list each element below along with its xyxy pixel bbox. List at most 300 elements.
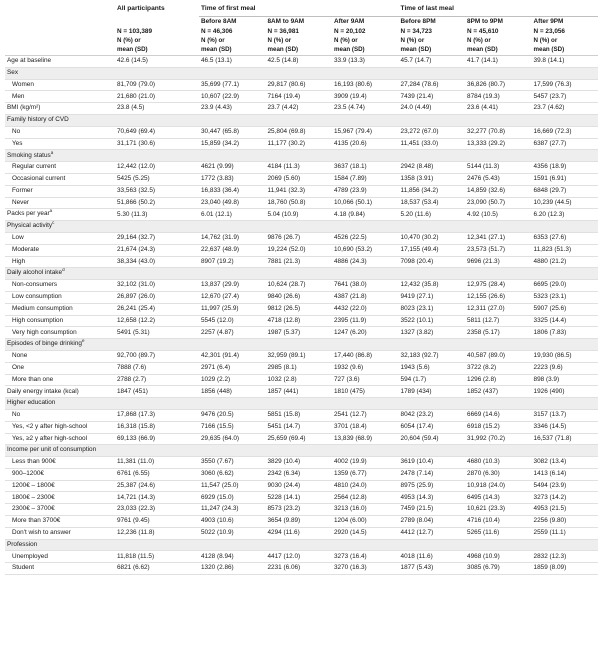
value-cell — [532, 114, 599, 126]
header-time-of-first-meal: Time of first meal — [199, 3, 399, 17]
value-cell: 32,102 (31.0) — [115, 280, 199, 292]
value-cell: 5265 (11.6) — [465, 527, 532, 539]
value-cell: 27,284 (78.6) — [399, 79, 466, 91]
value-cell — [532, 221, 599, 233]
value-cell: 2256 (9.80) — [532, 516, 599, 528]
value-cell — [465, 268, 532, 280]
value-cell: 23.9 (4.43) — [199, 103, 266, 115]
value-cell — [399, 150, 466, 162]
value-cell: 30,447 (65.8) — [199, 126, 266, 138]
value-cell: 6495 (14.3) — [465, 492, 532, 504]
value-cell: 3085 (6.79) — [465, 563, 532, 575]
row-label — [5, 350, 115, 362]
value-cell: 7166 (15.5) — [199, 421, 266, 433]
value-cell — [115, 150, 199, 162]
row-label-text: BMI (kg/m²) — [7, 104, 41, 112]
value-cell — [465, 150, 532, 162]
row-label-text: Smoking status — [7, 151, 51, 159]
value-cell: 1772 (3.83) — [199, 173, 266, 185]
table-row — [5, 409, 598, 421]
row-label — [5, 468, 115, 480]
value-cell: 25,387 (24.6) — [115, 480, 199, 492]
value-cell: 32,277 (70.8) — [465, 126, 532, 138]
table-row — [5, 280, 598, 292]
value-cell: 16,833 (36.4) — [199, 185, 266, 197]
value-cell: 7888 (7.6) — [115, 362, 199, 374]
value-cell: 5907 (25.6) — [532, 303, 599, 315]
stat-label-line1: N (%) or — [334, 37, 358, 45]
row-label-text: Don't wish to answer — [12, 529, 71, 537]
value-cell: 11,823 (51.3) — [532, 244, 599, 256]
value-cell: 3522 (10.1) — [399, 315, 466, 327]
value-cell: 7164 (19.4) — [266, 91, 333, 103]
value-cell: 9419 (27.1) — [399, 291, 466, 303]
value-cell: 11,941 (32.3) — [266, 185, 333, 197]
subhead-after-9pm: After 9PM — [533, 17, 564, 25]
row-label — [5, 362, 115, 374]
row-label-text: More than one — [12, 375, 54, 383]
table-row — [5, 197, 598, 209]
row-label — [5, 79, 115, 91]
section-label — [5, 398, 115, 410]
n-label-after-9am: N = 20,102 — [334, 27, 366, 35]
row-label-text: No — [12, 411, 21, 419]
value-cell: 1932 (9.6) — [332, 362, 399, 374]
value-cell — [465, 67, 532, 79]
row-label-text: Physical activity — [7, 222, 53, 230]
value-cell — [465, 114, 532, 126]
section-label — [5, 150, 115, 162]
section-header-row — [5, 268, 598, 280]
value-cell: 4412 (12.7) — [399, 527, 466, 539]
value-cell — [115, 539, 199, 551]
row-label — [5, 209, 115, 221]
value-cell: 727 (3.6) — [332, 374, 399, 386]
value-cell: 23.6 (4.41) — [465, 103, 532, 115]
value-cell: 1413 (6.14) — [532, 468, 599, 480]
subhead-after-9am: After 9AM — [334, 17, 365, 25]
value-cell — [199, 268, 266, 280]
stat-label-line1: N (%) or — [267, 37, 292, 45]
value-cell: 29,817 (80.6) — [266, 79, 333, 91]
value-cell — [332, 539, 399, 551]
stat-label-line2: mean (SD) — [465, 46, 532, 56]
value-cell: 5851 (15.8) — [266, 409, 333, 421]
value-cell — [332, 114, 399, 126]
table-row — [5, 256, 598, 268]
value-cell: 7641 (38.0) — [332, 280, 399, 292]
stat-label-line1: N (%) or — [117, 37, 141, 45]
row-label-text: High consumption — [12, 316, 64, 324]
table-row — [5, 374, 598, 386]
value-cell — [532, 150, 599, 162]
value-cell: 6821 (6.62) — [115, 563, 199, 575]
row-label — [5, 457, 115, 469]
row-label — [5, 56, 115, 68]
value-cell: 898 (3.9) — [532, 374, 599, 386]
row-label-text: Unemployed — [12, 552, 48, 560]
value-cell: 92,700 (89.7) — [115, 350, 199, 362]
value-cell — [266, 268, 333, 280]
section-label — [5, 445, 115, 457]
n-label-before-8am: N = 46,306 — [201, 27, 233, 35]
value-cell: 5144 (11.3) — [465, 162, 532, 174]
value-cell — [399, 221, 466, 233]
value-cell: 33.9 (13.3) — [332, 56, 399, 68]
value-cell — [532, 268, 599, 280]
value-cell — [399, 339, 466, 351]
value-cell: 26,897 (26.0) — [115, 291, 199, 303]
value-cell: 1584 (7.89) — [332, 173, 399, 185]
value-cell: 15,967 (79.4) — [332, 126, 399, 138]
table-row — [5, 291, 598, 303]
value-cell — [332, 221, 399, 233]
value-cell: 14,859 (32.6) — [465, 185, 532, 197]
value-cell: 1852 (437) — [465, 386, 532, 398]
value-cell: 38,334 (43.0) — [115, 256, 199, 268]
table-body — [5, 56, 598, 575]
value-cell: 10,918 (24.0) — [465, 480, 532, 492]
corner-cell — [5, 3, 115, 17]
value-cell: 1320 (2.86) — [199, 563, 266, 575]
row-label — [5, 185, 115, 197]
value-cell: 4903 (10.6) — [199, 516, 266, 528]
row-label — [5, 280, 115, 292]
value-cell: 19,224 (52.0) — [266, 244, 333, 256]
value-cell: 7881 (21.3) — [266, 256, 333, 268]
row-label — [5, 162, 115, 174]
value-cell — [399, 114, 466, 126]
value-cell: 18,760 (50.8) — [266, 197, 333, 209]
row-label-text: Family history of CVD — [7, 116, 69, 124]
table-row — [5, 303, 598, 315]
row-label-text: Low consumption — [12, 293, 62, 301]
value-cell: 19,930 (86.5) — [532, 350, 599, 362]
section-label — [5, 539, 115, 551]
value-cell: 12,670 (27.4) — [199, 291, 266, 303]
subhead-before-8pm: Before 8PM — [400, 17, 436, 25]
value-cell: 1859 (8.09) — [532, 563, 599, 575]
row-label-text: Very high consumption — [12, 328, 77, 336]
value-cell — [266, 150, 333, 162]
value-cell: 1327 (3.82) — [399, 327, 466, 339]
value-cell: 9812 (26.5) — [266, 303, 333, 315]
row-label-text: Sex — [7, 68, 19, 76]
value-cell: 1806 (7.83) — [532, 327, 599, 339]
value-cell: 81,709 (79.0) — [115, 79, 199, 91]
value-cell: 23.7 (4.62) — [532, 103, 599, 115]
value-cell: 8573 (23.2) — [266, 504, 333, 516]
value-cell: 11,381 (11.0) — [115, 457, 199, 469]
row-label-text: Yes, ≥2 y after high-school — [12, 434, 88, 442]
row-label-text: High — [12, 257, 26, 265]
value-cell: 40,587 (89.0) — [465, 350, 532, 362]
value-cell: 14,721 (14.3) — [115, 492, 199, 504]
value-cell: 1810 (475) — [332, 386, 399, 398]
row-label-text: 2300€ – 3700€ — [12, 505, 55, 513]
value-cell: 2395 (11.9) — [332, 315, 399, 327]
value-cell: 12,236 (11.8) — [115, 527, 199, 539]
value-cell: 7439 (21.4) — [399, 91, 466, 103]
row-label-text: None — [12, 352, 28, 360]
value-cell: 5491 (5.31) — [115, 327, 199, 339]
table-row — [5, 563, 598, 575]
row-label-text: Income per unit of consumption — [7, 446, 97, 454]
value-cell — [266, 114, 333, 126]
value-cell: 13,839 (68.9) — [332, 433, 399, 445]
value-cell: 4184 (11.3) — [266, 162, 333, 174]
value-cell: 1847 (451) — [115, 386, 199, 398]
stat-label-line2: mean (SD) — [115, 46, 199, 56]
value-cell: 17,868 (17.3) — [115, 409, 199, 421]
value-cell — [399, 67, 466, 79]
value-cell: 9876 (26.7) — [266, 232, 333, 244]
value-cell: 23,090 (50.7) — [465, 197, 532, 209]
value-cell — [266, 339, 333, 351]
table-row — [5, 516, 598, 528]
row-label — [5, 327, 115, 339]
row-label — [5, 563, 115, 575]
value-cell: 17,440 (86.8) — [332, 350, 399, 362]
row-label-text: Episodes of binge drinking — [7, 340, 82, 348]
value-cell — [332, 150, 399, 162]
row-label-text: Non-consumers — [12, 281, 58, 289]
value-cell — [266, 539, 333, 551]
table-row — [5, 79, 598, 91]
row-label-text: 1200€ – 1800€ — [12, 481, 55, 489]
value-cell: 6.20 (12.3) — [532, 209, 599, 221]
stat-label-line2: mean (SD) — [332, 46, 399, 56]
row-label-text: More than 3700€ — [12, 517, 61, 525]
value-cell: 23,040 (49.8) — [199, 197, 266, 209]
value-cell: 21,680 (21.0) — [115, 91, 199, 103]
value-cell: 25,804 (69.8) — [266, 126, 333, 138]
table-row — [5, 433, 598, 445]
value-cell — [532, 67, 599, 79]
value-cell — [332, 445, 399, 457]
table-row — [5, 386, 598, 398]
value-cell: 2231 (6.06) — [266, 563, 333, 575]
value-cell: 2942 (8.48) — [399, 162, 466, 174]
value-cell — [465, 221, 532, 233]
row-label — [5, 421, 115, 433]
value-cell: 29,164 (32.7) — [115, 232, 199, 244]
value-cell — [199, 398, 266, 410]
value-cell: 16,537 (71.8) — [532, 433, 599, 445]
row-label-text: 900–1200€ — [12, 470, 44, 478]
row-label-text: Yes — [12, 139, 23, 147]
section-header-row — [5, 398, 598, 410]
value-cell: 26,241 (25.4) — [115, 303, 199, 315]
value-cell: 10,607 (22.9) — [199, 91, 266, 103]
value-cell — [199, 67, 266, 79]
value-cell: 2564 (12.8) — [332, 492, 399, 504]
value-cell: 46.5 (13.1) — [199, 56, 266, 68]
section-header-row — [5, 150, 598, 162]
row-label-text: Men — [12, 92, 25, 100]
table-row — [5, 138, 598, 150]
value-cell: 1247 (6.20) — [332, 327, 399, 339]
row-label-text: Packs per year — [7, 210, 50, 218]
value-cell: 3829 (10.4) — [266, 457, 333, 469]
subhead-before-8am: Before 8AM — [201, 17, 237, 25]
value-cell: 8042 (23.2) — [399, 409, 466, 421]
value-cell: 4526 (22.5) — [332, 232, 399, 244]
value-cell: 16,318 (15.8) — [115, 421, 199, 433]
value-cell: 2223 (9.6) — [532, 362, 599, 374]
row-label — [5, 315, 115, 327]
row-label — [5, 232, 115, 244]
row-label — [5, 386, 115, 398]
value-cell: 23.7 (4.42) — [266, 103, 333, 115]
value-cell: 13,837 (29.9) — [199, 280, 266, 292]
value-cell: 1857 (441) — [266, 386, 333, 398]
value-cell: 4886 (24.3) — [332, 256, 399, 268]
table-row — [5, 527, 598, 539]
subhead-cell — [115, 17, 199, 28]
value-cell: 23,033 (22.3) — [115, 504, 199, 516]
value-cell: 5425 (5.25) — [115, 173, 199, 185]
value-cell: 5457 (23.7) — [532, 91, 599, 103]
value-cell: 2069 (5.60) — [266, 173, 333, 185]
n-label-all: N = 103,389 — [117, 27, 152, 35]
value-cell — [115, 221, 199, 233]
value-cell — [532, 398, 599, 410]
stat-label-line1: N (%) or — [533, 37, 558, 45]
value-cell: 3273 (14.2) — [532, 492, 599, 504]
value-cell: 4810 (24.0) — [332, 480, 399, 492]
value-cell: 4953 (14.3) — [399, 492, 466, 504]
value-cell: 32,959 (89.1) — [266, 350, 333, 362]
value-cell: 36,826 (80.7) — [465, 79, 532, 91]
value-cell: 16,669 (72.3) — [532, 126, 599, 138]
value-cell: 4621 (9.99) — [199, 162, 266, 174]
value-cell: 2920 (14.5) — [332, 527, 399, 539]
value-cell: 8975 (25.9) — [399, 480, 466, 492]
value-cell: 12,975 (28.4) — [465, 280, 532, 292]
value-cell: 1358 (3.91) — [399, 173, 466, 185]
value-cell: 3909 (19.4) — [332, 91, 399, 103]
value-cell: 5811 (12.7) — [465, 315, 532, 327]
table-row — [5, 362, 598, 374]
value-cell: 6353 (27.6) — [532, 232, 599, 244]
value-cell: 10,239 (44.5) — [532, 197, 599, 209]
value-cell: 32,183 (92.7) — [399, 350, 466, 362]
value-cell — [115, 339, 199, 351]
value-cell — [332, 67, 399, 79]
table-row — [5, 103, 598, 115]
value-cell: 2971 (6.4) — [199, 362, 266, 374]
value-cell: 16,193 (80.6) — [332, 79, 399, 91]
row-label-text: Medium consumption — [12, 304, 73, 312]
row-label-text: Regular current — [12, 163, 57, 171]
value-cell: 4968 (10.9) — [465, 551, 532, 563]
section-label — [5, 221, 115, 233]
value-cell: 4135 (20.6) — [332, 138, 399, 150]
value-cell — [332, 268, 399, 280]
value-cell: 23.5 (4.74) — [332, 103, 399, 115]
value-cell — [465, 539, 532, 551]
value-cell: 42,301 (91.4) — [199, 350, 266, 362]
value-cell: 9840 (26.6) — [266, 291, 333, 303]
value-cell — [115, 114, 199, 126]
value-cell: 69,133 (66.9) — [115, 433, 199, 445]
table-row — [5, 504, 598, 516]
value-cell: 3213 (16.0) — [332, 504, 399, 516]
row-label — [5, 409, 115, 421]
value-cell: 42.5 (14.8) — [266, 56, 333, 68]
table-row — [5, 457, 598, 469]
value-cell: 3270 (16.3) — [332, 563, 399, 575]
row-label — [5, 527, 115, 539]
value-cell: 2832 (12.3) — [532, 551, 599, 563]
value-cell: 4018 (11.6) — [399, 551, 466, 563]
value-cell — [399, 539, 466, 551]
value-cell: 1204 (6.00) — [332, 516, 399, 528]
row-label-text: Occasional current — [12, 175, 66, 183]
value-cell — [199, 539, 266, 551]
value-cell — [532, 339, 599, 351]
value-cell — [199, 221, 266, 233]
value-cell: 17,599 (76.3) — [532, 79, 599, 91]
n-label-after-9pm: N = 23,056 — [533, 27, 565, 35]
value-cell: 2358 (5.17) — [465, 327, 532, 339]
value-cell — [332, 398, 399, 410]
value-cell: 18,537 (53.4) — [399, 197, 466, 209]
section-label — [5, 67, 115, 79]
value-cell: 6.01 (12.1) — [199, 209, 266, 221]
row-label-text: One — [12, 363, 25, 371]
value-cell: 1359 (6.77) — [332, 468, 399, 480]
row-label — [5, 291, 115, 303]
value-cell: 4387 (21.8) — [332, 291, 399, 303]
value-cell: 1296 (2.8) — [465, 374, 532, 386]
value-cell: 3157 (13.7) — [532, 409, 599, 421]
footnote-marker: a — [50, 149, 54, 155]
value-cell: 4680 (10.3) — [465, 457, 532, 469]
header-time-of-last-meal: Time of last meal — [399, 3, 599, 17]
value-cell — [266, 221, 333, 233]
stat-blank — [5, 37, 115, 46]
value-cell: 3619 (10.4) — [399, 457, 466, 469]
value-cell: 9476 (20.5) — [199, 409, 266, 421]
value-cell: 42.6 (14.5) — [115, 56, 199, 68]
value-cell — [399, 268, 466, 280]
value-cell: 5022 (10.9) — [199, 527, 266, 539]
row-label — [5, 126, 115, 138]
value-cell: 22,637 (48.9) — [199, 244, 266, 256]
row-label — [5, 480, 115, 492]
value-cell: 5494 (23.9) — [532, 480, 599, 492]
value-cell: 12,341 (27.1) — [465, 232, 532, 244]
row-label — [5, 516, 115, 528]
row-label-text: Yes, <2 y after high-school — [12, 422, 88, 430]
value-cell: 6929 (15.0) — [199, 492, 266, 504]
value-cell: 4432 (22.0) — [332, 303, 399, 315]
value-cell: 11,247 (24.3) — [199, 504, 266, 516]
value-cell: 10,690 (53.2) — [332, 244, 399, 256]
table-row — [5, 56, 598, 68]
value-cell: 13,333 (29.2) — [465, 138, 532, 150]
table-header — [5, 3, 598, 56]
value-cell: 12,442 (12.0) — [115, 162, 199, 174]
row-label — [5, 504, 115, 516]
value-cell: 21,674 (24.3) — [115, 244, 199, 256]
value-cell: 11,177 (30.2) — [266, 138, 333, 150]
value-cell: 1926 (490) — [532, 386, 599, 398]
table-row — [5, 551, 598, 563]
section-label — [5, 268, 115, 280]
